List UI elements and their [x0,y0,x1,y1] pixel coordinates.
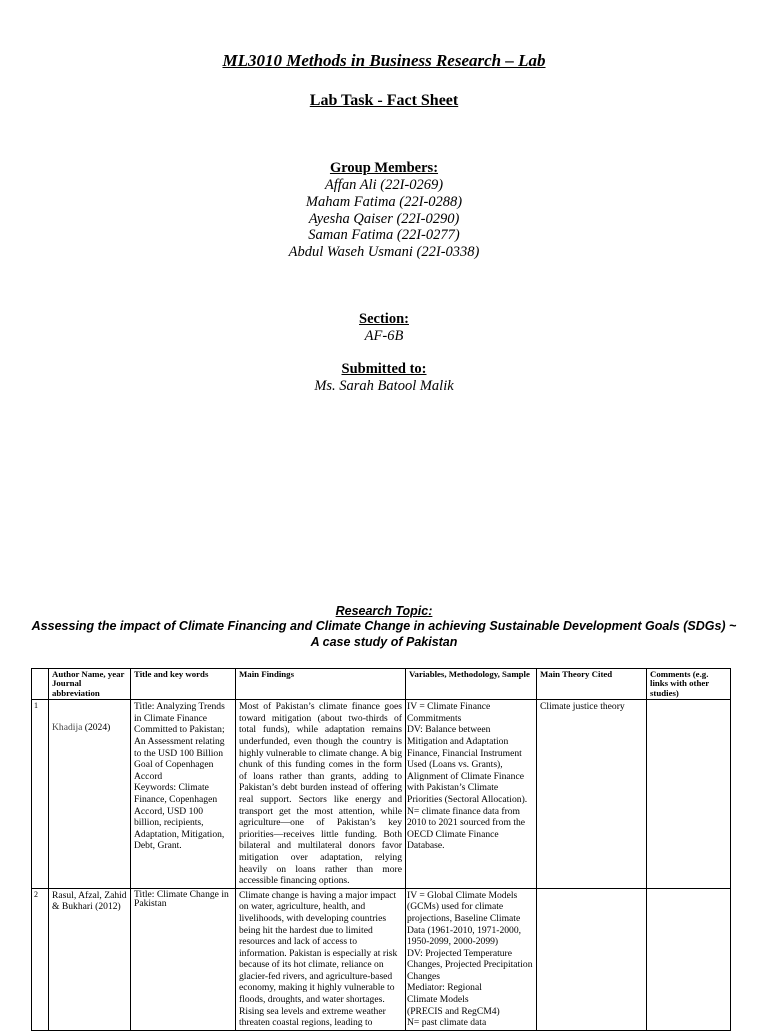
title-cell: Title: Analyzing Trends in Climate Finance Committed to Pakistan; An Assessment relating to the USD 100 Billion Goal of Copenhagen Accord Keywords: Climate Finance, Copenhagen Accord, USD 100 billion, recipients, Adaptation, Mitigation, Debt, Grant. [131,700,236,889]
submitted-heading: Submitted to: [341,361,427,377]
comments-cell [647,888,731,1030]
document-subtitle: Lab Task - Fact Sheet [309,92,459,109]
member-name: Ayesha Qaiser (22I-0290) [308,210,460,227]
research-topic-line: A case study of Pakistan [310,634,458,649]
title-cell: Title: Climate Change in Pakistan [131,888,236,1030]
research-topic-text [0,619,768,650]
author-name: Khadija [52,722,83,734]
author-year: (2024) [82,722,111,734]
column-header [32,669,49,700]
author-cell [49,888,131,1030]
column-header: Main Findings [236,669,406,700]
variables-cell: IV = Climate Finance Commitments DV: Balance between Mitigation and Adaptation Finance, Financial Instrument Used (Loans vs. Grants), Alignment of Climate Finance with Pakistan’s Climate Priorities (Sectoral Allocation). N= climate finance data from 2010 to 2021 sourced from the OECD Climate Finance Database. [406,700,537,889]
section-block [0,311,768,345]
section-heading: Section: [359,311,409,327]
member-name: Abdul Waseh Usmani (22I-0338) [288,244,480,261]
variables-cell: IV = Global Climate Models (GCMs) used for climate projections, Baseline Climate Data (1961-2010, 1971-2000, 1950-2099, 2000-2099) DV: Projected Temperature Changes, Projected Precipitation Changes Mediator: Regional Climate Models (PRECIS and RegCM4) N= past climate data [406,888,537,1030]
theory-cell: Climate justice theory [537,700,647,889]
column-header: Comments (e.g. links with other studies) [647,669,731,700]
group-members-block [0,160,768,261]
column-header: Title and key words [131,669,236,700]
submitted-value: Ms. Sarah Batool Malik [314,378,454,394]
table-row [32,888,731,1030]
author-cell [49,700,131,889]
row-number: 1 [32,700,49,889]
research-topic-label: Research Topic: [335,604,433,618]
findings-cell: Climate change is having a major impact on water, agriculture, health, and livelihoods, with developing countries being hit the hardest due to limited resources and lack of access to information. Pakistan is especially at risk because of its hot climate, reliance on glacier-fed rivers, and agriculture-based economy, making it highly vulnerable to floods, droughts, and water shortages. Rising sea levels and extreme weather threaten coastal regions, leading to [236,888,406,1030]
table-header-row [32,669,731,700]
research-topic-line: Assessing the impact of Climate Financing and Climate Change in achieving Sustainable Development Goals (SDGs) ~ [31,619,737,633]
author-name: Rasul, Afzal, Zahid & Bukhari (2012) [52,889,127,913]
course-title: ML3010 Methods in Business Research – Lab [222,51,546,70]
group-members-heading: Group Members: [329,160,439,176]
comments-cell [647,700,731,889]
member-name: Saman Fatima (22I-0277) [308,227,460,244]
column-header: Author Name, year Journal abbreviation [49,669,131,700]
column-header: Main Theory Cited [537,669,647,700]
theory-cell [537,888,647,1030]
column-header: Variables, Methodology, Sample [406,669,537,700]
submitted-block [0,361,768,395]
table-row [32,700,731,889]
findings-cell: Most of Pakistan’s climate finance goes toward mitigation (about two-thirds of total funds), while adaptation remains underfunded, even though the country is highly vulnerable to climate change. A big chunk of this funding comes in the form of loans rather than grants, adding to Pakistan’s debt burden instead of offering real support. Sectors like energy and transport get the most attention, while agriculture—one of Pakistan’s key priorities—receives little funding. Both bilateral and multilateral donors favor mitigation over adaptation, relying heavily on loans rather than more accessible financing options. [236,700,406,889]
member-name: Affan Ali (22I-0269) [324,177,444,193]
literature-review-table [31,668,731,1031]
row-number: 2 [32,888,49,1030]
member-name: Maham Fatima (22I-0288) [305,193,463,210]
section-value: AF-6B [364,328,404,344]
